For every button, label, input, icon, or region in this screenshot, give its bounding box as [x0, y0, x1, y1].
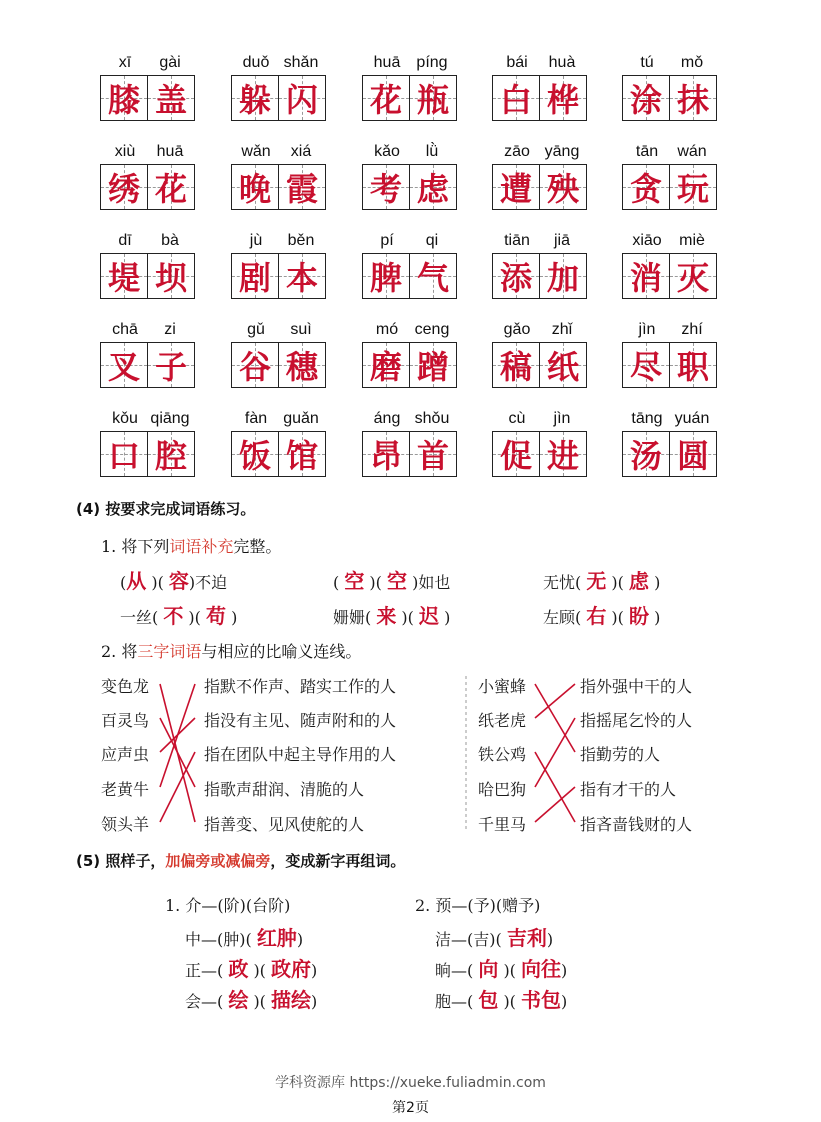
character: 花: [369, 81, 402, 119]
pinyin-syllable: qiāng: [150, 410, 190, 427]
match-meaning: 指默不作声、踏实工作的人: [204, 677, 397, 696]
fill-item-4: 一丝( 不 )( 苟 ): [120, 604, 238, 628]
match-line-xiaomifeng: [535, 684, 575, 752]
pinyin: [492, 141, 587, 163]
character: 涂: [629, 81, 662, 119]
character: 气: [416, 259, 449, 297]
word-cell: [231, 141, 326, 221]
match-line-zhilaohu: [535, 684, 575, 718]
character: 坝: [154, 259, 187, 297]
tianzige-box: [492, 431, 587, 477]
pinyin-syllable: kǒu: [112, 410, 138, 427]
match-line-tiegongji: [535, 752, 575, 822]
word-cell: [622, 141, 717, 221]
match-term: 小蜜蜂: [478, 677, 527, 696]
pinyin-syllable: gǔ: [247, 321, 265, 338]
pinyin: [622, 52, 717, 74]
character: 盖: [154, 81, 187, 119]
tianzige-box: [622, 431, 717, 477]
tianzige-box: [622, 253, 717, 299]
pinyin-syllable: gǎo: [503, 321, 531, 338]
pinyin-syllable: yāng: [544, 143, 580, 160]
match-meaning: 指歌声甜润、清脆的人: [204, 780, 365, 799]
character: 汤: [629, 437, 662, 475]
pinyin-syllable: xiá: [290, 143, 312, 160]
character: 尽: [629, 348, 662, 386]
character: 馆: [285, 437, 318, 475]
match-term: 应声虫: [101, 745, 150, 764]
word-cell: [100, 141, 195, 221]
pinyin-syllable: huā: [156, 143, 184, 160]
character: 磨: [369, 348, 402, 386]
pinyin-syllable: huā: [373, 54, 401, 71]
pinyin-syllable: tān: [635, 143, 659, 160]
pinyin-syllable: tú: [640, 54, 654, 71]
character: 叉: [107, 348, 140, 386]
match-line-laohuangniu: [160, 684, 195, 787]
word-cell: [362, 408, 457, 488]
character: 花: [154, 170, 187, 208]
character: 抹: [676, 81, 709, 119]
pinyin-syllable: duǒ: [242, 54, 270, 71]
pinyin-syllable: zi: [164, 321, 176, 338]
pinyin-syllable: zhǐ: [551, 321, 573, 338]
match-term: 千里马: [478, 815, 527, 834]
tianzige-box: [362, 431, 457, 477]
pinyin-syllable: qi: [425, 232, 439, 249]
pinyin-syllable: mó: [375, 321, 399, 338]
character: 加: [546, 259, 579, 297]
character: 殃: [546, 170, 579, 208]
match-line-bianselong: [160, 684, 195, 822]
word-cell: [231, 230, 326, 310]
tianzige-box: [362, 253, 457, 299]
tianzige-box: [231, 75, 326, 121]
match-meaning: 指有才干的人: [580, 780, 677, 799]
pinyin-syllable: wǎn: [241, 143, 271, 160]
pinyin-syllable: shǒu: [414, 410, 450, 427]
match-term: 变色龙: [101, 677, 150, 696]
tianzige-box: [100, 431, 195, 477]
word-cell: [622, 230, 717, 310]
tianzige-box: [622, 75, 717, 121]
character: 昂: [369, 437, 402, 475]
character: 纸: [546, 348, 579, 386]
pinyin: [100, 52, 195, 74]
pinyin: [362, 408, 457, 430]
pinyin-syllable: xiāo: [632, 232, 662, 249]
character: 考: [369, 170, 402, 208]
pinyin: [492, 230, 587, 252]
character: 促: [499, 437, 532, 475]
match-term: 纸老虎: [478, 711, 527, 730]
tianzige-box: [492, 75, 587, 121]
sec5-col2-item1: 洁—(吉)( 吉利): [435, 926, 554, 950]
sec5-col1-example: 1. 介—(阶)(台阶): [165, 896, 291, 915]
match-term: 领头羊: [101, 815, 150, 834]
word-cell: [362, 141, 457, 221]
character: 绣: [107, 170, 140, 208]
tianzige-box: [362, 342, 457, 388]
character: 晚: [238, 170, 271, 208]
word-cell: [492, 230, 587, 310]
character: 贪: [629, 170, 662, 208]
character: 添: [499, 259, 532, 297]
character: 腔: [154, 437, 187, 475]
pinyin: [622, 408, 717, 430]
pinyin-syllable: gài: [159, 54, 181, 71]
sec5-col2-item2: 晌—( 向 )( 向往): [435, 957, 568, 981]
character: 剧: [238, 259, 271, 297]
match-term: 哈巴狗: [478, 780, 527, 799]
pinyin-syllable: píng: [416, 54, 448, 71]
character: 玩: [676, 170, 709, 208]
character: 饭: [238, 437, 271, 475]
pinyin: [231, 319, 326, 341]
tianzige-box: [492, 342, 587, 388]
tianzige-box: [362, 164, 457, 210]
word-cell: [362, 319, 457, 399]
sec5-col1-item2: 正—( 政 )( 政府): [185, 957, 318, 981]
word-cell: [100, 230, 195, 310]
match-meaning: 指没有主见、随声附和的人: [204, 711, 397, 730]
character: 白: [499, 81, 532, 119]
pinyin-syllable: jiā: [553, 232, 570, 249]
character: 穗: [285, 348, 318, 386]
word-cell: [492, 52, 587, 132]
character: 虑: [416, 170, 449, 208]
match-meaning: 指外强中干的人: [580, 677, 693, 696]
character: 进: [546, 437, 579, 475]
pinyin-syllable: tiān: [504, 232, 530, 249]
footer-page-number: 第2页: [392, 1100, 429, 1116]
word-cell: [622, 52, 717, 132]
character: 消: [629, 259, 662, 297]
word-cell: [492, 408, 587, 488]
tianzige-box: [492, 164, 587, 210]
character: 职: [676, 348, 709, 386]
match-term: 铁公鸡: [478, 745, 527, 764]
character: 霞: [285, 170, 318, 208]
match-term: 老黄牛: [101, 780, 150, 799]
pinyin-syllable: xiù: [114, 143, 136, 160]
word-cell: [231, 52, 326, 132]
pinyin-syllable: jìn: [638, 321, 656, 338]
pinyin-syllable: guǎn: [283, 410, 319, 427]
pinyin-syllable: zāo: [504, 143, 530, 160]
fill-item-2: ( 空 )( 空 )如也: [333, 569, 451, 593]
match-line-habagou: [535, 718, 575, 787]
pinyin-syllable: běn: [287, 232, 315, 249]
pinyin: [622, 141, 717, 163]
pinyin-syllable: cù: [508, 410, 526, 427]
pinyin: [362, 141, 457, 163]
character: 谷: [238, 348, 271, 386]
word-cell: [231, 408, 326, 488]
character: 蹭: [416, 348, 449, 386]
match-line-yingshengchong: [160, 718, 195, 752]
tianzige-box: [100, 342, 195, 388]
sec5-col2-item3: 胞—( 包 )( 书包): [435, 988, 568, 1012]
pinyin: [492, 319, 587, 341]
match-meaning: 指在团队中起主导作用的人: [204, 745, 397, 764]
word-cell: [492, 319, 587, 399]
q2-instruction: 2. 将三字词语与相应的比喻义连线。: [101, 642, 362, 661]
fill-item-1: (从 )( 容)不迫: [120, 569, 228, 593]
match-meaning: 指摇尾乞怜的人: [580, 711, 693, 730]
pinyin-syllable: áng: [373, 410, 401, 427]
pinyin-syllable: chā: [112, 321, 138, 338]
sec5-col1-item1: 中—(肿)( 红肿): [185, 926, 304, 950]
character: 遭: [499, 170, 532, 208]
pinyin-syllable: huà: [548, 54, 576, 71]
section-5-title: (5) 照样子，加偏旁或减偏旁，变成新字再组词。: [76, 852, 406, 870]
pinyin-syllable: jù: [249, 232, 263, 249]
character: 口: [107, 437, 140, 475]
pinyin-syllable: shǎn: [283, 54, 319, 71]
tianzige-box: [231, 164, 326, 210]
tianzige-box: [231, 342, 326, 388]
pinyin-syllable: tāng: [631, 410, 663, 427]
word-cell: [622, 408, 717, 488]
character: 堤: [107, 259, 140, 297]
pinyin: [231, 52, 326, 74]
footer-site: 学科资源库 https://xueke.fuliadmin.com: [275, 1075, 546, 1091]
fill-item-5: 姗姗( 来 )( 迟 ): [333, 604, 451, 628]
character: 灭: [676, 259, 709, 297]
word-cell: [231, 319, 326, 399]
pinyin-syllable: bà: [161, 232, 179, 249]
character: 首: [416, 437, 449, 475]
pinyin-syllable: xī: [118, 54, 132, 71]
character: 脾: [369, 259, 402, 297]
pinyin: [231, 408, 326, 430]
tianzige-box: [622, 342, 717, 388]
pinyin-syllable: fàn: [244, 410, 268, 427]
pinyin-syllable: zhí: [681, 321, 703, 338]
pinyin: [100, 319, 195, 341]
tianzige-box: [231, 253, 326, 299]
character: 桦: [546, 81, 579, 119]
character: 圆: [676, 437, 709, 475]
match-meaning: 指勤劳的人: [580, 745, 661, 764]
pinyin-syllable: bái: [506, 54, 528, 71]
pinyin: [231, 230, 326, 252]
match-line-bailingniao: [160, 718, 195, 787]
pinyin: [100, 408, 195, 430]
tianzige-box: [622, 164, 717, 210]
section-4-title: (4) 按要求完成词语练习。: [76, 500, 256, 518]
pinyin-syllable: mǒ: [680, 54, 704, 71]
pinyin-syllable: ceng: [414, 321, 450, 338]
word-cell: [622, 319, 717, 399]
pinyin-syllable: lǜ: [425, 143, 439, 160]
tianzige-box: [231, 431, 326, 477]
sec5-col2-example: 2. 预—(予)(赠予): [415, 896, 541, 915]
tianzige-box: [100, 164, 195, 210]
sec5-col1-item3: 会—( 绘 )( 描绘): [185, 988, 318, 1012]
pinyin: [362, 52, 457, 74]
character: 子: [154, 348, 187, 386]
tianzige-box: [492, 253, 587, 299]
tianzige-box: [362, 75, 457, 121]
character: 躲: [238, 81, 271, 119]
pinyin: [362, 230, 457, 252]
character: 稿: [499, 348, 532, 386]
word-cell: [362, 230, 457, 310]
q1-instruction: 1. 将下列词语补充完整。: [101, 537, 282, 556]
pinyin: [492, 52, 587, 74]
match-line-qianlima: [535, 787, 575, 822]
tianzige-box: [100, 75, 195, 121]
fill-item-3: 无忧( 无 )( 虑 ): [543, 569, 661, 593]
pinyin-syllable: pí: [380, 232, 394, 249]
character: 本: [285, 259, 318, 297]
word-cell: [492, 141, 587, 221]
word-cell: [362, 52, 457, 132]
pinyin: [492, 408, 587, 430]
pinyin: [231, 141, 326, 163]
pinyin: [622, 230, 717, 252]
tianzige-box: [100, 253, 195, 299]
word-cell: [100, 408, 195, 488]
pinyin-syllable: suì: [290, 321, 312, 338]
pinyin: [100, 141, 195, 163]
word-cell: [100, 52, 195, 132]
match-meaning: 指吝啬钱财的人: [580, 815, 693, 834]
pinyin: [362, 319, 457, 341]
pinyin-syllable: yuán: [674, 410, 710, 427]
character: 瓶: [416, 81, 449, 119]
pinyin-syllable: dī: [118, 232, 132, 249]
match-term: 百灵鸟: [101, 711, 150, 730]
pinyin: [622, 319, 717, 341]
pinyin-syllable: wán: [677, 143, 707, 160]
character: 闪: [285, 81, 318, 119]
pinyin-syllable: jìn: [553, 410, 571, 427]
match-meaning: 指善变、见风使舵的人: [204, 815, 365, 834]
word-cell: [100, 319, 195, 399]
fill-item-6: 左顾( 右 )( 盼 ): [543, 604, 661, 628]
pinyin-syllable: miè: [679, 232, 705, 249]
pinyin: [100, 230, 195, 252]
pinyin-syllable: kǎo: [374, 143, 400, 160]
character: 膝: [107, 81, 140, 119]
match-line-lingtouyang: [160, 752, 195, 822]
